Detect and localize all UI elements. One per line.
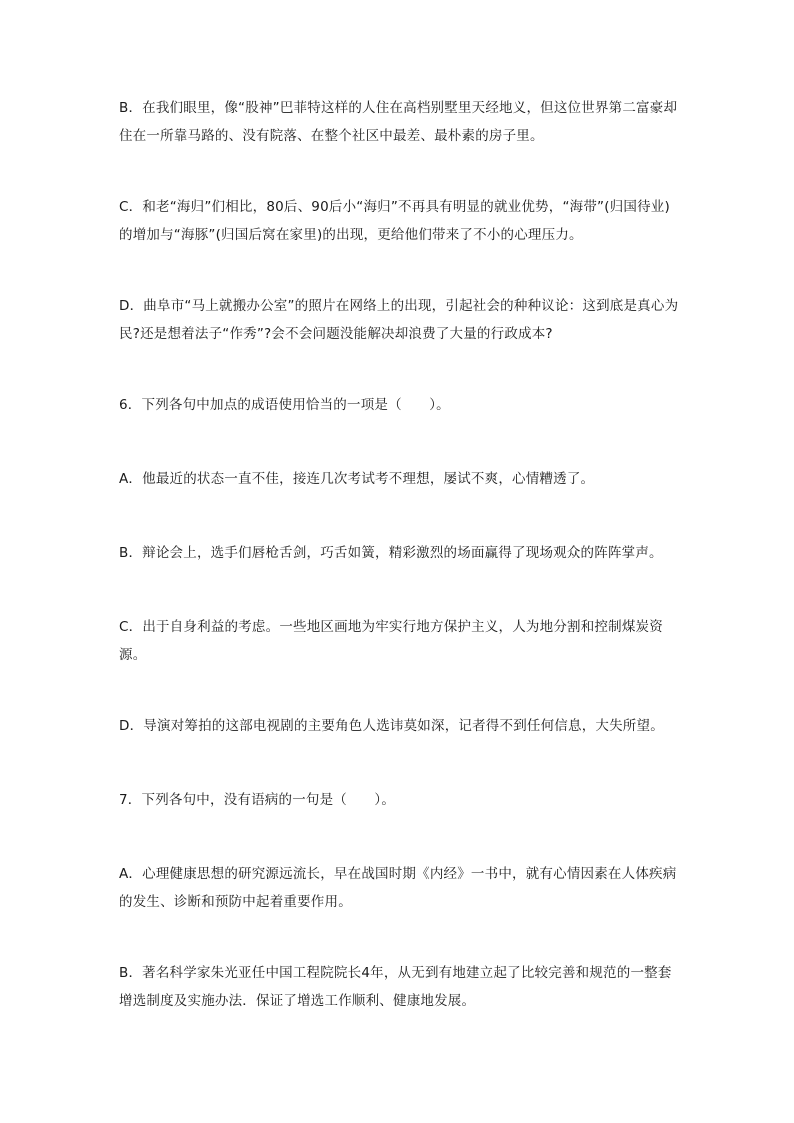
option-d-paragraph: D．曲阜市“马上就搬办公室”的照片在网络上的出现，引起社会的种种议论：这到底是真心为民?还是想着法子“作秀”?会不会问题没能解决却浪费了大量的行政成本? bbox=[119, 298, 679, 342]
question-6-option-a: A．他最近的状态一直不佳，接连几次考试考不理想，屡试不爽，心情糟透了。 bbox=[119, 471, 595, 487]
question-6-option-b: B．辩论会上，选手们唇枪舌剑，巧舌如簧，精彩激烈的场面赢得了现场观众的阵阵掌声。 bbox=[119, 545, 663, 561]
question-6-stem: 6．下列各句中加点的成语使用恰当的一项是（ ）。 bbox=[119, 397, 450, 413]
question-7-stem: 7．下列各句中，没有语病的一句是（ ）。 bbox=[119, 792, 396, 808]
question-7-option-a: A．心理健康思想的研究源远流长，早在战国时期《内经》一书中，就有心情因素在人体疾病的发生、诊断和预防中起着重要作用。 bbox=[119, 866, 677, 910]
option-c-paragraph: C．和老“海归”们相比，80后、90后小“海归”不再具有明显的就业优势，“海带”(归国待业)的增加与“海豚”(归国后窝在家里)的出现，更给他们带来了不小的心理压力。 bbox=[119, 199, 670, 243]
question-6-option-d: D．导演对筹拍的这部电视剧的主要角色人选讳莫如深，记者得不到任何信息，大失所望。 bbox=[119, 718, 664, 734]
question-6-option-c: C．出于自身利益的考虑。一些地区画地为牢实行地方保护主义，人为地分割和控制煤炭资源。 bbox=[119, 619, 663, 663]
option-b-paragraph: B．在我们眼里，像“股神”巴菲特这样的人住在高档别墅里天经地义，但这位世界第二富豪却住在一所靠马路的、没有院落、在整个社区中最差、最朴素的房子里。 bbox=[119, 100, 678, 144]
question-7-option-b: B．著名科学家朱光亚任中国工程院院长4年，从无到有地建立起了比较完善和规范的一整套增选制度及实施办法．保证了增选工作顺利、健康地发展。 bbox=[119, 965, 672, 1009]
